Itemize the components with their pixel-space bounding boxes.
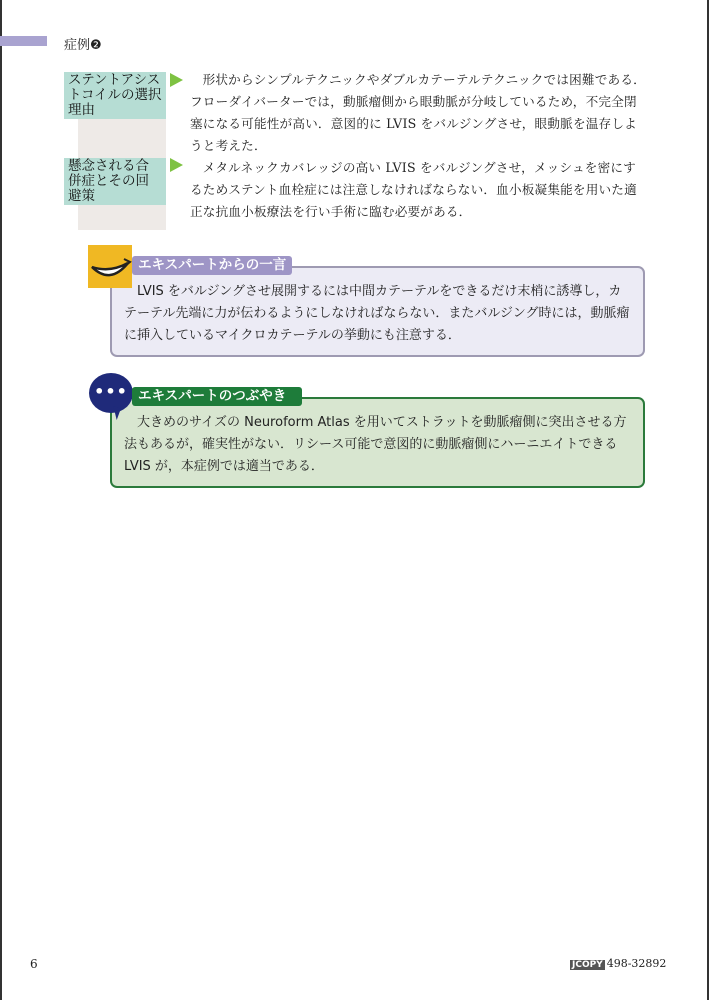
page-number: 6: [30, 957, 38, 971]
speech-bubble-icon: •••: [89, 373, 133, 413]
expert-murmur-box: [110, 397, 645, 488]
expert-comment-box: [110, 266, 645, 357]
expert-comment-text: LVIS をバルジングさせ展開するには中間カテーテルをできるだけ末梢に誘導し，カテーテル先端に力が伝わるようにしなければならない．またバルジング時には，動脈瘤に挿入しているマイクロカテーテルの挙動にも注意する．: [124, 284, 630, 343]
jcopy-badge: JCOPY: [572, 960, 603, 970]
isbn-code: 498-32892: [606, 957, 667, 970]
paragraph-selection-reason: 形状からシンプルテクニックやダブルカテーテルテクニックでは困難である．フローダイバーターでは，動脈瘤側から眼動脈が分岐しているため，不完全閉塞になる可能性が高い．意図的に LVIS をバルジングさせ，眼動脈を温存しようと考えた．: [190, 72, 646, 153]
expert-murmur-title: エキスパートのつぶやき: [132, 387, 302, 406]
case-title: 症例❷: [64, 38, 102, 53]
label-selection-reason: ステントアシストコイルの選択理由: [64, 72, 166, 119]
expert-comment-title: エキスパートからの一言: [132, 256, 292, 275]
label-complications: 懸念される合併症とその回避策: [64, 158, 166, 205]
arrow-icon: [170, 158, 183, 172]
arrow-icon: [170, 73, 183, 87]
header-bar: [0, 36, 47, 46]
body-paragraphs: [190, 69, 648, 223]
expert-murmur-text: 大きめのサイズの Neuroform Atlas を用いてストラットを動脈瘤側に突出させる方法もあるが，確実性がない．リシース可能で意図的に動脈瘤側にハーニエイトできる LVIS が，本症例では適当である．: [124, 415, 627, 474]
smile-icon: [88, 245, 132, 288]
page-edge-left: [0, 0, 2, 1000]
copyright: [570, 957, 666, 970]
paragraph-complications: メタルネックカバレッジの高い LVIS をバルジングさせ，メッシュを密にするためステント血栓症には注意しなければならない．血小板凝集能を用いた適正な抗血小板療法を行い手術に臨む必要がある．: [190, 160, 637, 219]
